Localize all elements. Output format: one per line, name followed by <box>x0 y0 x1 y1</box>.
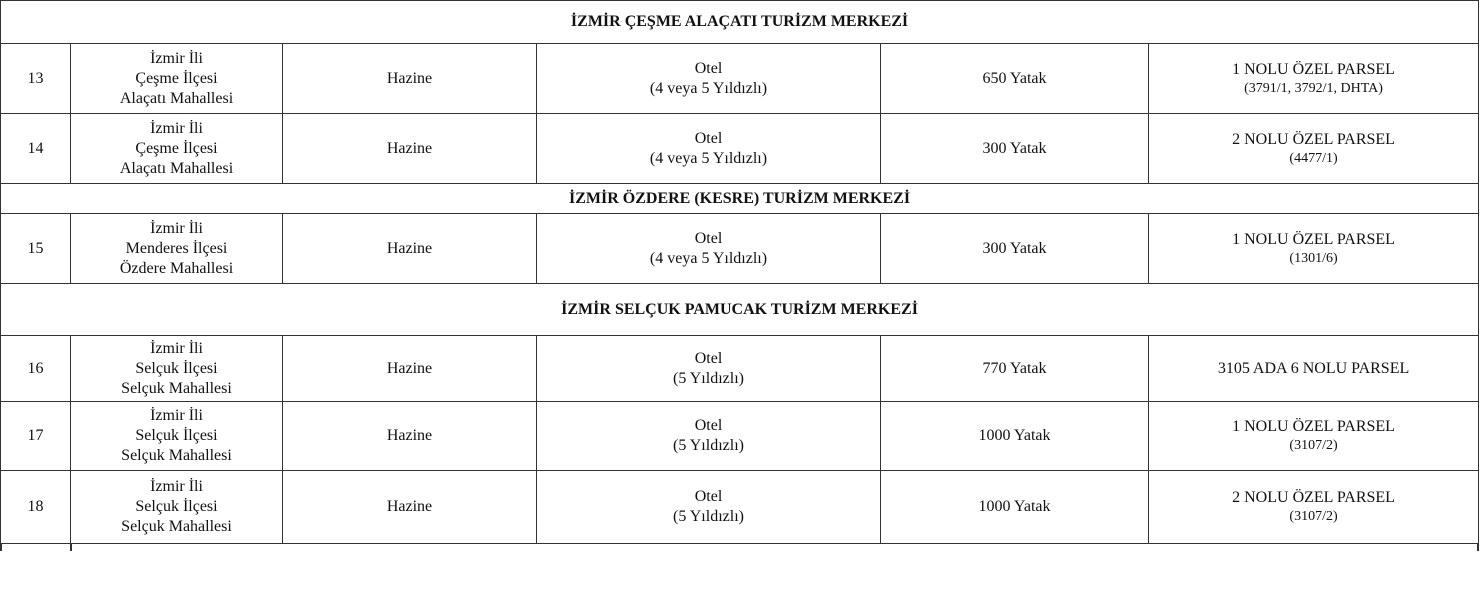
parcel-detail: (4477/1) <box>1289 150 1338 166</box>
province-text: İzmir İli <box>150 219 203 237</box>
column-rule <box>0 543 2 551</box>
parcel-detail: (1301/6) <box>1289 250 1338 266</box>
use-cell <box>537 402 881 471</box>
use-class-text: (5 Yıldızlı) <box>673 369 744 387</box>
neighborhood-text: Selçuk Mahallesi <box>121 518 232 535</box>
use-type-text: Otel <box>694 129 723 147</box>
capacity-cell: 770 Yatak <box>881 336 1149 402</box>
province-text: İzmir İli <box>150 407 203 424</box>
use-cell <box>537 44 881 114</box>
section-header-row <box>1 1 1479 44</box>
capacity-cell: 650 Yatak <box>881 44 1149 114</box>
table-row <box>1 402 1479 471</box>
column-rule <box>70 543 72 551</box>
neighborhood-text: Özdere Mahallesi <box>119 259 234 277</box>
parcel-cell <box>1149 214 1479 284</box>
owner-cell: Hazine <box>283 402 537 471</box>
row-number: 14 <box>1 114 71 184</box>
owner-cell: Hazine <box>283 44 537 114</box>
row-number: 13 <box>1 44 71 114</box>
neighborhood-text: Selçuk Mahallesi <box>121 447 232 464</box>
section-title: İZMİR ÇEŞME ALAÇATI TURİZM MERKEZİ <box>1 1 1479 44</box>
table-row <box>1 214 1479 284</box>
neighborhood-text: Alaçatı Mahallesi <box>119 159 234 177</box>
row-number: 18 <box>1 471 71 544</box>
capacity-cell: 300 Yatak <box>881 214 1149 284</box>
location-cell <box>71 471 283 544</box>
district-text: Selçuk İlçesi <box>135 427 218 444</box>
province-text: İzmir İli <box>150 478 203 495</box>
owner-cell: Hazine <box>283 336 537 402</box>
capacity-cell: 300 Yatak <box>881 114 1149 184</box>
use-type-text: Otel <box>694 349 723 367</box>
owner-cell: Hazine <box>283 214 537 284</box>
table-continuation-stubs <box>0 543 1480 551</box>
table-row <box>1 44 1479 114</box>
section-title: İZMİR ÖZDERE (KESRE) TURİZM MERKEZİ <box>1 184 1479 214</box>
use-class-text: (4 veya 5 Yıldızlı) <box>649 79 768 97</box>
use-class-text: (4 veya 5 Yıldızlı) <box>649 149 768 167</box>
neighborhood-text: Selçuk Mahallesi <box>121 379 232 397</box>
district-text: Menderes İlçesi <box>125 239 228 257</box>
section-header-row <box>1 184 1479 214</box>
parcel-detail: (3107/2) <box>1289 509 1338 524</box>
use-type-text: Otel <box>694 59 723 77</box>
use-cell <box>537 114 881 184</box>
row-number: 16 <box>1 336 71 402</box>
use-type-text: Otel <box>694 417 723 434</box>
table-row <box>1 114 1479 184</box>
parcel-name: 3105 ADA 6 NOLU PARSEL <box>1217 359 1410 377</box>
use-class-text: (4 veya 5 Yıldızlı) <box>649 249 768 267</box>
neighborhood-text: Alaçatı Mahallesi <box>119 89 234 107</box>
section-title: İZMİR SELÇUK PAMUCAK TURİZM MERKEZİ <box>1 284 1479 336</box>
owner-cell: Hazine <box>283 471 537 544</box>
parcel-cell <box>1149 336 1479 402</box>
use-cell <box>537 471 881 544</box>
parcel-name: 2 NOLU ÖZEL PARSEL <box>1232 130 1395 148</box>
parcel-name: 1 NOLU ÖZEL PARSEL <box>1232 60 1395 78</box>
table-row <box>1 471 1479 544</box>
location-cell <box>71 336 283 402</box>
parcel-detail: (3791/1, 3792/1, DHTA) <box>1244 80 1383 96</box>
column-rule <box>1477 543 1479 551</box>
district-text: Çeşme İlçesi <box>135 69 218 87</box>
parcel-cell <box>1149 402 1479 471</box>
district-text: Selçuk İlçesi <box>135 498 218 515</box>
use-type-text: Otel <box>694 229 723 247</box>
use-class-text: (5 Yıldızlı) <box>673 437 744 454</box>
location-cell <box>71 402 283 471</box>
parcel-detail: (3107/2) <box>1289 438 1338 453</box>
parcel-cell <box>1149 44 1479 114</box>
location-cell <box>71 114 283 184</box>
use-cell <box>537 214 881 284</box>
province-text: İzmir İli <box>150 339 203 357</box>
row-number: 15 <box>1 214 71 284</box>
location-cell <box>71 44 283 114</box>
parcel-cell <box>1149 471 1479 544</box>
parcel-name: 1 NOLU ÖZEL PARSEL <box>1232 230 1395 248</box>
parcel-cell <box>1149 114 1479 184</box>
location-cell <box>71 214 283 284</box>
parcel-name: 2 NOLU ÖZEL PARSEL <box>1232 489 1395 506</box>
capacity-cell: 1000 Yatak <box>881 402 1149 471</box>
row-number: 17 <box>1 402 71 471</box>
parcel-name: 1 NOLU ÖZEL PARSEL <box>1232 418 1395 435</box>
section-header-row <box>1 284 1479 336</box>
district-text: Çeşme İlçesi <box>135 139 218 157</box>
use-type-text: Otel <box>694 488 723 505</box>
capacity-cell: 1000 Yatak <box>881 471 1149 544</box>
table-row <box>1 336 1479 402</box>
province-text: İzmir İli <box>150 49 203 67</box>
owner-cell: Hazine <box>283 114 537 184</box>
use-cell <box>537 336 881 402</box>
district-text: Selçuk İlçesi <box>135 359 218 377</box>
use-class-text: (5 Yıldızlı) <box>673 508 744 525</box>
province-text: İzmir İli <box>150 119 203 137</box>
